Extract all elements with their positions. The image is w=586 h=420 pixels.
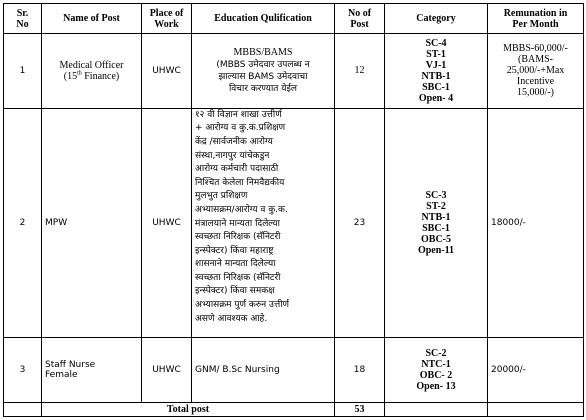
row3-posts: 18 xyxy=(335,338,385,402)
header-education: Education Qulification xyxy=(192,4,335,34)
row3-category: SC-2 NTC-1 OBC- 2 Open- 13 xyxy=(385,338,488,402)
row3-post: Staff Nurse Female xyxy=(42,338,142,402)
header-remuneration: Remunation in Per Month xyxy=(488,4,584,34)
row2-education: १२ वी विज्ञान शाखा उत्तीर्ण + आरोग्य व कु.क.प्रशिक्षण केंद्र /सार्वजनीक आरोग्य संस्था,नागपुर यांचेकडुन आरोग्य कर्मचारी पदासाठी निश्चित केलेला निमवैद्यकीय मुलभुत प्रशिक्षण अभ्यासक्रम/आरोग्य व कु.क. मंत्रालयाने मान्यता दिलेल्या स्वच्छता निरिक्षक (सॅनिटरी इन्स्पेक्टर) किंवा महाराष्ट्र शासनाने मान्यता दिलेल्या स्वच्छता निरिक्षक (सॅनिटरी इन्स्पेक्टर) किंवा समकक्ष अभ्यासक्रम पुर्ण करुन उत्तीर्ण असणे आवश्यक आहे. xyxy=(192,108,335,338)
total-empty-3 xyxy=(488,402,584,416)
row1-category: SC-4 ST-1 VJ-1 NTB-1 SBC-1 Open- 4 xyxy=(385,34,488,109)
row1-remuneration: MBBS-60,000/- (BAMS- 25,000/-+Max Incentive 15,000/-) xyxy=(488,34,584,109)
row3-place: UHWC xyxy=(142,338,192,402)
row2-sr: 2 xyxy=(4,108,42,338)
row2-post: MPW xyxy=(42,108,142,338)
row2-posts: 23 xyxy=(335,108,385,338)
row1-place: UHWC xyxy=(142,34,192,109)
header-place: Place of Work xyxy=(142,4,192,34)
header-no-of-post: No of Post xyxy=(335,4,385,34)
row3-remuneration: 20000/- xyxy=(488,338,584,402)
header-row xyxy=(4,4,584,34)
table-row xyxy=(4,338,584,402)
row2-category: SC-3 ST-2 NTB-1 SBC-1 OBC-5 Open-11 xyxy=(385,108,488,338)
row3-sr: 3 xyxy=(4,338,42,402)
header-post: Name of Post xyxy=(42,4,142,34)
total-row xyxy=(4,402,584,416)
total-empty-1 xyxy=(4,402,42,416)
total-label: Total post xyxy=(42,402,335,416)
row2-remuneration: 18000/- xyxy=(488,108,584,338)
recruitment-table xyxy=(3,3,584,417)
header-category: Category xyxy=(385,4,488,34)
total-value: 53 xyxy=(335,402,385,416)
row1-posts: 12 xyxy=(335,34,385,109)
row1-post: Medical Officer (15th Finance) xyxy=(42,34,142,109)
row1-sr: 1 xyxy=(4,34,42,109)
total-empty-2 xyxy=(385,402,488,416)
row1-education: MBBS/BAMS (MBBS उमेदवार उपलब्ध न झाल्यास BAMS उमेदवाचा विचार करण्यात येईल xyxy=(192,34,335,109)
row2-place: UHWC xyxy=(142,108,192,338)
row3-education: GNM/ B.Sc Nursing xyxy=(192,338,335,402)
table-row xyxy=(4,34,584,109)
table-row xyxy=(4,108,584,338)
header-sr-no: Sr. No xyxy=(4,4,42,34)
